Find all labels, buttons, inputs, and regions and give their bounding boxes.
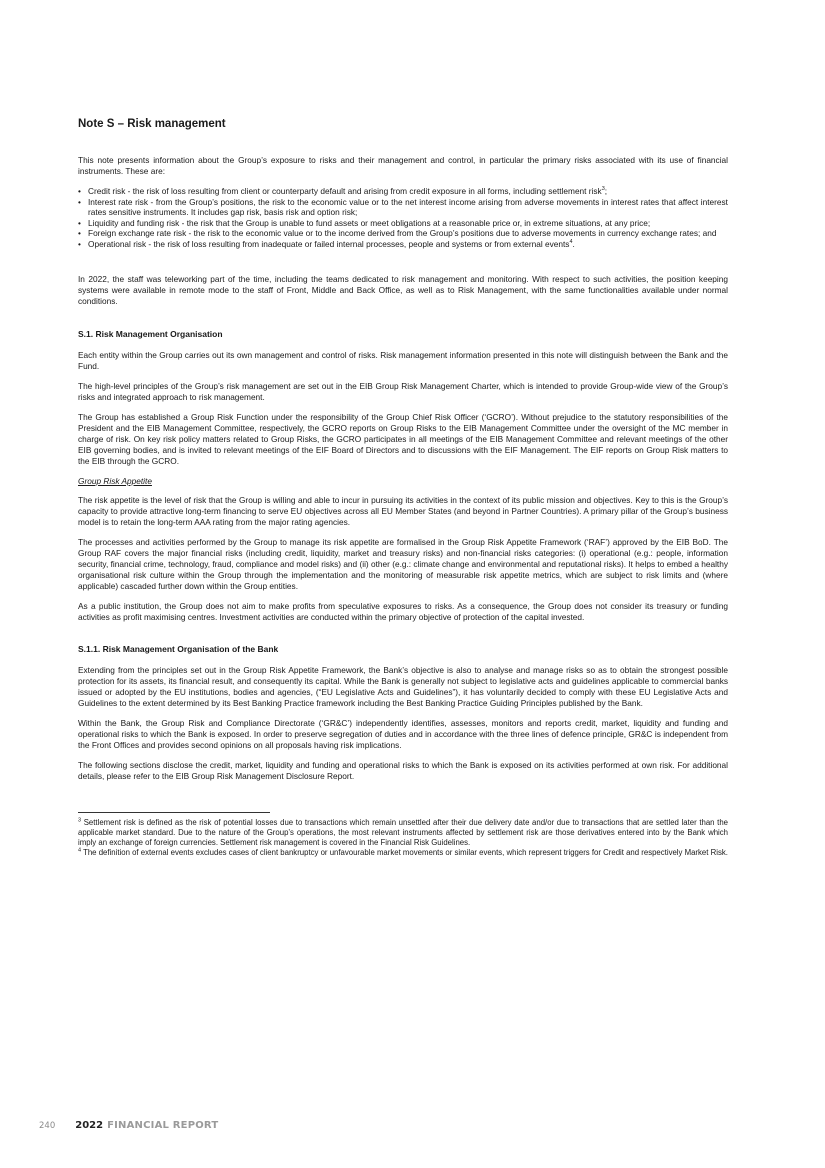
report-name: FINANCIAL REPORT xyxy=(107,1120,219,1131)
list-item: • Interest rate risk - from the Group’s positions, the risk to the economic value or to the net interest income arising from adverse movements in interest rates that affect interest rates sensitive instruments. It includes gap risk, basis risk and option risk; xyxy=(78,196,728,218)
footnote-divider xyxy=(78,812,270,813)
note-title: Note S – Risk management xyxy=(78,118,226,130)
list-item: • Credit risk - the risk of loss resulting from client or counterparty default and arising from credit exposure in all forms, including settlement risk$^3$; xyxy=(78,186,608,196)
paragraph: The risk appetite is the level of risk that the Group is willing and able to incur in pursuing its activities in the context of its public mission and objectives. Key to this is the Group’s capacity to provide attractive long-term financing to serve EU objectives across all EU Member States (and beyond in Partner Countries). A primary pillar of the Group’s business model is to retain the long-term AAA rating from the major rating agencies. xyxy=(78,494,728,527)
paragraph: The processes and activities performed by the Group to manage its risk appetite are formalised in the Group Risk Appetite Framework (‘RAF’) approved by the EIB BoD. The Group RAF covers the major financial risks (including credit, liquidity, market and treasury risks) and non-financial risks categories: (i) operational (e.g.: people, information security, financial crime, technology, fraud, compliance and model risks) and (ii) other (e.g.: climate change and environmental and reputational risks). It helps to embed a healthy organisational risk culture within the Group through the implementation and the monitoring of measurable risk appetite metrics, which are subject to risk limits and (where applicable) cascaded further down within the Group entities. xyxy=(78,536,728,591)
subheading-group-risk-appetite: Group Risk Appetite xyxy=(78,475,152,486)
paragraph: As a public institution, the Group does not aim to make profits from speculative exposures to risks. As a consequence, the Group does not consider its treasury or funding activities as profit maximising centres. Investment activities are conducted within the primary objective of protection of the capital invested. xyxy=(78,600,728,622)
page-number: 240 xyxy=(39,1121,56,1131)
section-title: S.1. Risk Management Organisation xyxy=(78,328,223,339)
list-item: • Liquidity and funding risk - the risk that the Group is unable to fund assets or meet obligations at a reasonable price or, in extreme situations, at any price; xyxy=(78,217,651,228)
risk-list xyxy=(78,186,728,250)
paragraph: Each entity within the Group carries out its own management and control of risks. Risk management information presented in this note will distinguish between the Bank and the Fund. xyxy=(78,349,728,371)
footnote-ref[interactable]: 4 xyxy=(569,239,573,246)
list-item: • Foreign exchange rate risk - the risk to the economic value or to the income derived from the Group’s positions due to adverse movements in currency exchange rates; and xyxy=(78,228,717,239)
subsection-title: S.1.1. Risk Management Organisation of the Bank xyxy=(78,643,279,654)
footnote: $^4$ The definition of external events excludes cases of client bankruptcy or unfavourable market movements or similar events, which represent triggers for Credit and respectively Market Risk. xyxy=(78,846,728,857)
paragraph: Extending from the principles set out in the Group Risk Appetite Framework, the Bank’s objective is also to analyse and manage risks so as to obtain the strongest possible protection for its assets, its financial result, and consequently its capital. While the Bank is generally not subject to legislative acts and guidelines applicable to commercial banks issued or adopted by the EU institutions, bodies and agencies, (“EU Legislative Acts and Guidelines”), it has voluntarily decided to comply with these EU Legislative Acts and Guidelines to the extent determined by its Best Banking Practice framework including the Best Banking Practice Guiding Principles published by the Bank. xyxy=(78,664,728,708)
report-year: 2022 xyxy=(75,1120,104,1131)
paragraph: The high-level principles of the Group’s risk management are set out in the EIB Group Risk Management Charter, which is intended to provide Group-wide view of the Group’s risks and integrated approach to risk management. xyxy=(78,380,728,402)
footnote: $^3$ Settlement risk is defined as the risk of potential losses due to transactions which remain unsettled after their due delivery date and/or due to transactions that are settled later than the applicable market standard. Due to the nature of the Group’s operations, the most relevant instruments affected by settlement risk are those derivatives entered into by the Bank which imply an exchange of foreign currencies. Settlement risk management is covered in the Financial Risk Guidelines. xyxy=(78,816,728,847)
paragraph: The Group has established a Group Risk Function under the responsibility of the Group Chief Risk Officer (‘GCRO’). Without prejudice to the statutory responsibilities of the President and the EIB Management Committee, respectively, the GCRO reports on Group Risks to the EIB Management Committee under the oversight of the MC member in charge of risk. On key risk policy matters related to Group Risks, the GCRO participates in all meetings of the EIB Management Committee and relevant meetings of the other EIB governing bodies, and is invited to relevant meetings of the EIF Board of Directors and to discussions with the EIF Management. The EIF reports on Group Risk matters to the EIB through the GCRO. xyxy=(78,411,728,466)
telework-paragraph: In 2022, the staff was teleworking part of the time, including the teams dedicated to risk management and monitoring. With respect to such activities, the position keeping systems were available in remote mode to the staff of Front, Middle and Back Office, as well as to Risk Management, with the same functionalities available under normal conditions. xyxy=(78,273,728,306)
document-page xyxy=(78,118,728,858)
page-footer xyxy=(39,1120,218,1131)
footnote-ref[interactable]: 3 xyxy=(601,186,605,193)
paragraph: The following sections disclose the credit, market, liquidity and funding and operational risks to which the Bank is exposed on its activities performed at own risk. For additional details, please refer to the EIB Group Risk Management Disclosure Report. xyxy=(78,759,728,781)
list-item: • Operational risk - the risk of loss resulting from inadequate or failed internal processes, people and systems or from external events$^4$. xyxy=(78,238,575,249)
intro-paragraph: This note presents information about the Group’s exposure to risks and their management and control, in particular the primary risks associated with its use of financial instruments. These are: xyxy=(78,155,728,176)
paragraph: Within the Bank, the Group Risk and Compliance Directorate (‘GR&C’) independently identifies, assesses, monitors and reports credit, market, liquidity and funding and operational risks to which the Bank is exposed. In order to preserve segregation of duties and in accordance with the three lines of defence principle, GR&C is independent from the Front Offices and provides second opinions on all proposals having risk implications. xyxy=(78,717,728,750)
